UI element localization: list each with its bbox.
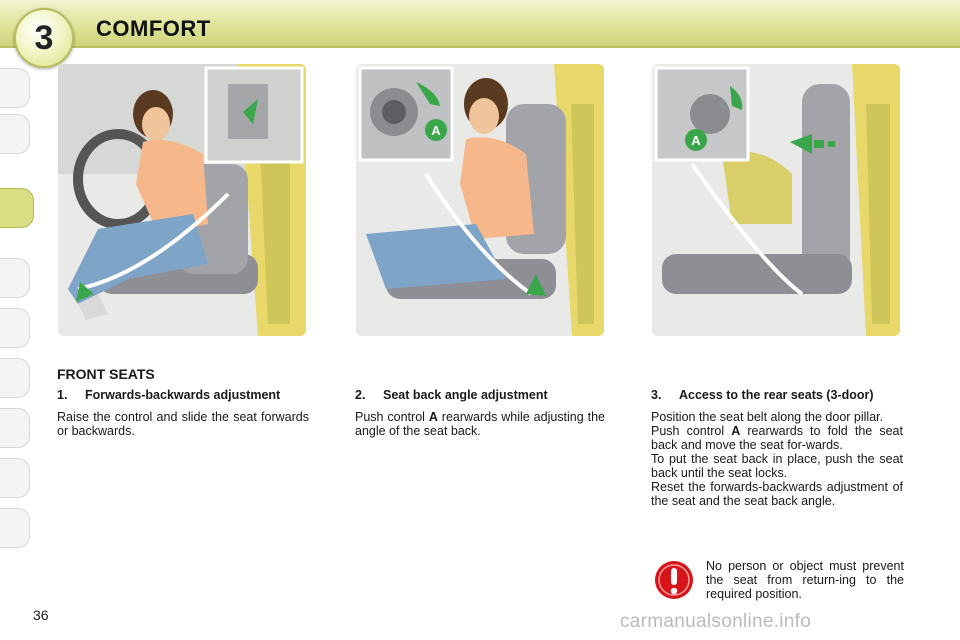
chapter-number: 3 [34, 18, 54, 57]
step-title-text: Access to the rear seats (3-door) [679, 388, 874, 402]
illustration-forwards-backwards [58, 64, 306, 336]
step-3-para-1: Position the seat belt along the door pillar. [651, 410, 884, 424]
inset-label-a: A [691, 133, 701, 148]
step-1-column [57, 388, 309, 438]
side-tab-8[interactable] [0, 458, 30, 498]
step-number: 3. [651, 388, 662, 402]
side-tab-5[interactable] [0, 308, 30, 348]
chapter-side-tabs [0, 68, 34, 578]
warning-text: No person or object must prevent the seat from return-ing to the required position. [706, 559, 904, 601]
control-a-label: A [731, 424, 741, 438]
chapter-number-badge [14, 8, 74, 68]
side-tab-3-active[interactable] [0, 188, 34, 228]
step-1-body: Raise the control and slide the seat forwards or backwards. [57, 410, 309, 438]
page-number: 36 [33, 607, 49, 623]
section-heading: FRONT SEATS [57, 366, 155, 382]
side-tab-1[interactable] [0, 68, 30, 108]
step-number: 2. [355, 388, 366, 402]
step-3-para-3: To put the seat back in place, push the seat back until the seat locks. [651, 452, 903, 480]
step-3-para-2 [651, 424, 903, 452]
step-title-text: Seat back angle adjustment [383, 388, 548, 402]
step-2-text-b: rearwards while adjusting the angle of the seat back. [355, 410, 605, 438]
step-2-body [355, 410, 605, 438]
control-a-label: A [428, 410, 438, 424]
step-2-text-a: Push control [355, 410, 429, 424]
watermark: carmanualsonline.info [620, 611, 812, 632]
step-number: 1. [57, 388, 68, 402]
illustration-seat-back-angle [356, 64, 604, 336]
side-tab-9[interactable] [0, 508, 30, 548]
step-3-column [651, 388, 903, 508]
step-3-text-b: rearwards to fold the seat back and move the seat for-wards. [651, 424, 903, 452]
step-1-title [57, 388, 309, 402]
side-tab-2[interactable] [0, 114, 30, 154]
step-3-para-4: Reset the forwards-backwards adjustment of the seat and the seat back angle. [651, 480, 903, 508]
chapter-title: COMFORT [96, 16, 211, 41]
side-tab-6[interactable] [0, 358, 30, 398]
step-3-text-a: Push control [651, 424, 732, 438]
illustration-rear-seat-access [652, 64, 900, 336]
step-title-text: Forwards-backwards adjustment [85, 388, 281, 402]
side-tab-7[interactable] [0, 408, 30, 448]
step-2-title [355, 388, 605, 402]
side-tab-4[interactable] [0, 258, 30, 298]
inset-label-a: A [431, 123, 441, 138]
step-3-title [651, 388, 903, 402]
exclamation-icon [654, 560, 694, 600]
step-2-column [355, 388, 605, 438]
